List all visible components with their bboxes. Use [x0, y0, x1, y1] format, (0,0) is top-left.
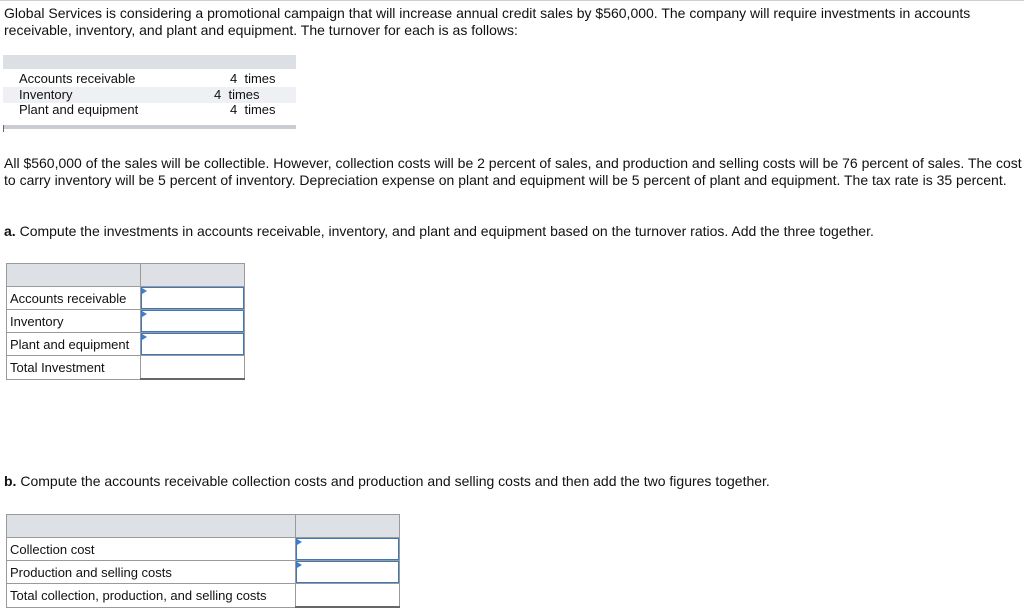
total-label: Total collection, production, and selling costs	[7, 584, 296, 608]
total-label: Total Investment	[7, 356, 141, 380]
table-row	[7, 333, 245, 356]
answer-cell	[295, 561, 399, 584]
table-row	[7, 287, 245, 310]
question-b-text: Compute the accounts receivable collection costs and production and selling costs and then add the two figures together.	[20, 473, 770, 489]
table-header-cell	[7, 515, 296, 538]
turnover-row-plant-equipment	[19, 102, 289, 118]
turnover-label: Accounts receivable	[19, 71, 136, 86]
turnover-value: 4 times	[230, 71, 276, 86]
accounts-receivable-input[interactable]	[141, 287, 244, 309]
input-flag-icon	[297, 562, 302, 568]
row-label: Accounts receivable	[7, 287, 141, 310]
collection-cost-input[interactable]	[296, 538, 399, 560]
plant-equipment-input[interactable]	[141, 333, 244, 355]
investment-table	[6, 263, 245, 380]
turnover-value: 4 times	[230, 102, 276, 117]
answer-cell	[295, 538, 399, 561]
question-a-label: a.	[4, 223, 16, 239]
input-flag-icon	[297, 539, 302, 545]
question-a	[4, 223, 1022, 240]
turnover-value: 4 times	[214, 87, 260, 102]
row-label: Plant and equipment	[7, 333, 141, 356]
table-row	[7, 561, 400, 584]
table-header-row	[7, 515, 400, 538]
turnover-table-footer-tick	[3, 125, 4, 132]
total-row	[7, 584, 400, 608]
row-label: Inventory	[7, 310, 141, 333]
row-label: Collection cost	[7, 538, 296, 561]
table-header-cell	[295, 515, 399, 538]
input-flag-icon	[142, 288, 147, 294]
turnover-label: Plant and equipment	[19, 102, 139, 117]
turnover-row-inventory	[3, 87, 296, 103]
answer-cell	[141, 310, 245, 333]
total-investment-value	[141, 356, 245, 380]
turnover-table-footer	[3, 125, 296, 129]
total-costs-value	[295, 584, 399, 608]
table-header-cell	[141, 264, 245, 287]
question-b-label: b.	[4, 473, 17, 489]
total-row	[7, 356, 245, 380]
production-selling-costs-input[interactable]	[296, 561, 399, 583]
table-header-cell	[7, 264, 141, 287]
question-a-text: Compute the investments in accounts receivable, inventory, and plant and equipment based on the turnover ratios. Add the three together.	[19, 223, 874, 239]
answer-cell	[141, 287, 245, 310]
top-divider	[0, 0, 1024, 1]
turnover-row-accounts-receivable	[19, 71, 289, 87]
table-row	[7, 310, 245, 333]
problem-intro: Global Services is considering a promotional campaign that will increase annual credit sales by $560,000. The company will require investments in accounts receivable, inventory, and plant and equipment. The turnover for each is as follows:	[4, 5, 971, 38]
turnover-table-header	[3, 55, 296, 69]
problem-details: All $560,000 of the sales will be collectible. However, collection costs will be 2 percent of sales, and production and selling costs will be 76 percent of sales. The cost to carry inventory will be 5 percent of inventory. Depreciation expense on plant and equipment will be 5 percent of plant and equipment. The tax rate is 35 percent.	[4, 155, 1022, 188]
question-b	[4, 473, 1022, 490]
costs-table	[6, 514, 400, 608]
turnover-table	[3, 55, 296, 132]
input-flag-icon	[142, 311, 147, 317]
table-row	[7, 538, 400, 561]
input-flag-icon	[142, 334, 147, 340]
answer-cell	[141, 333, 245, 356]
turnover-label: Inventory	[19, 87, 73, 102]
inventory-input[interactable]	[141, 310, 244, 332]
row-label: Production and selling costs	[7, 561, 296, 584]
table-header-row	[7, 264, 245, 287]
